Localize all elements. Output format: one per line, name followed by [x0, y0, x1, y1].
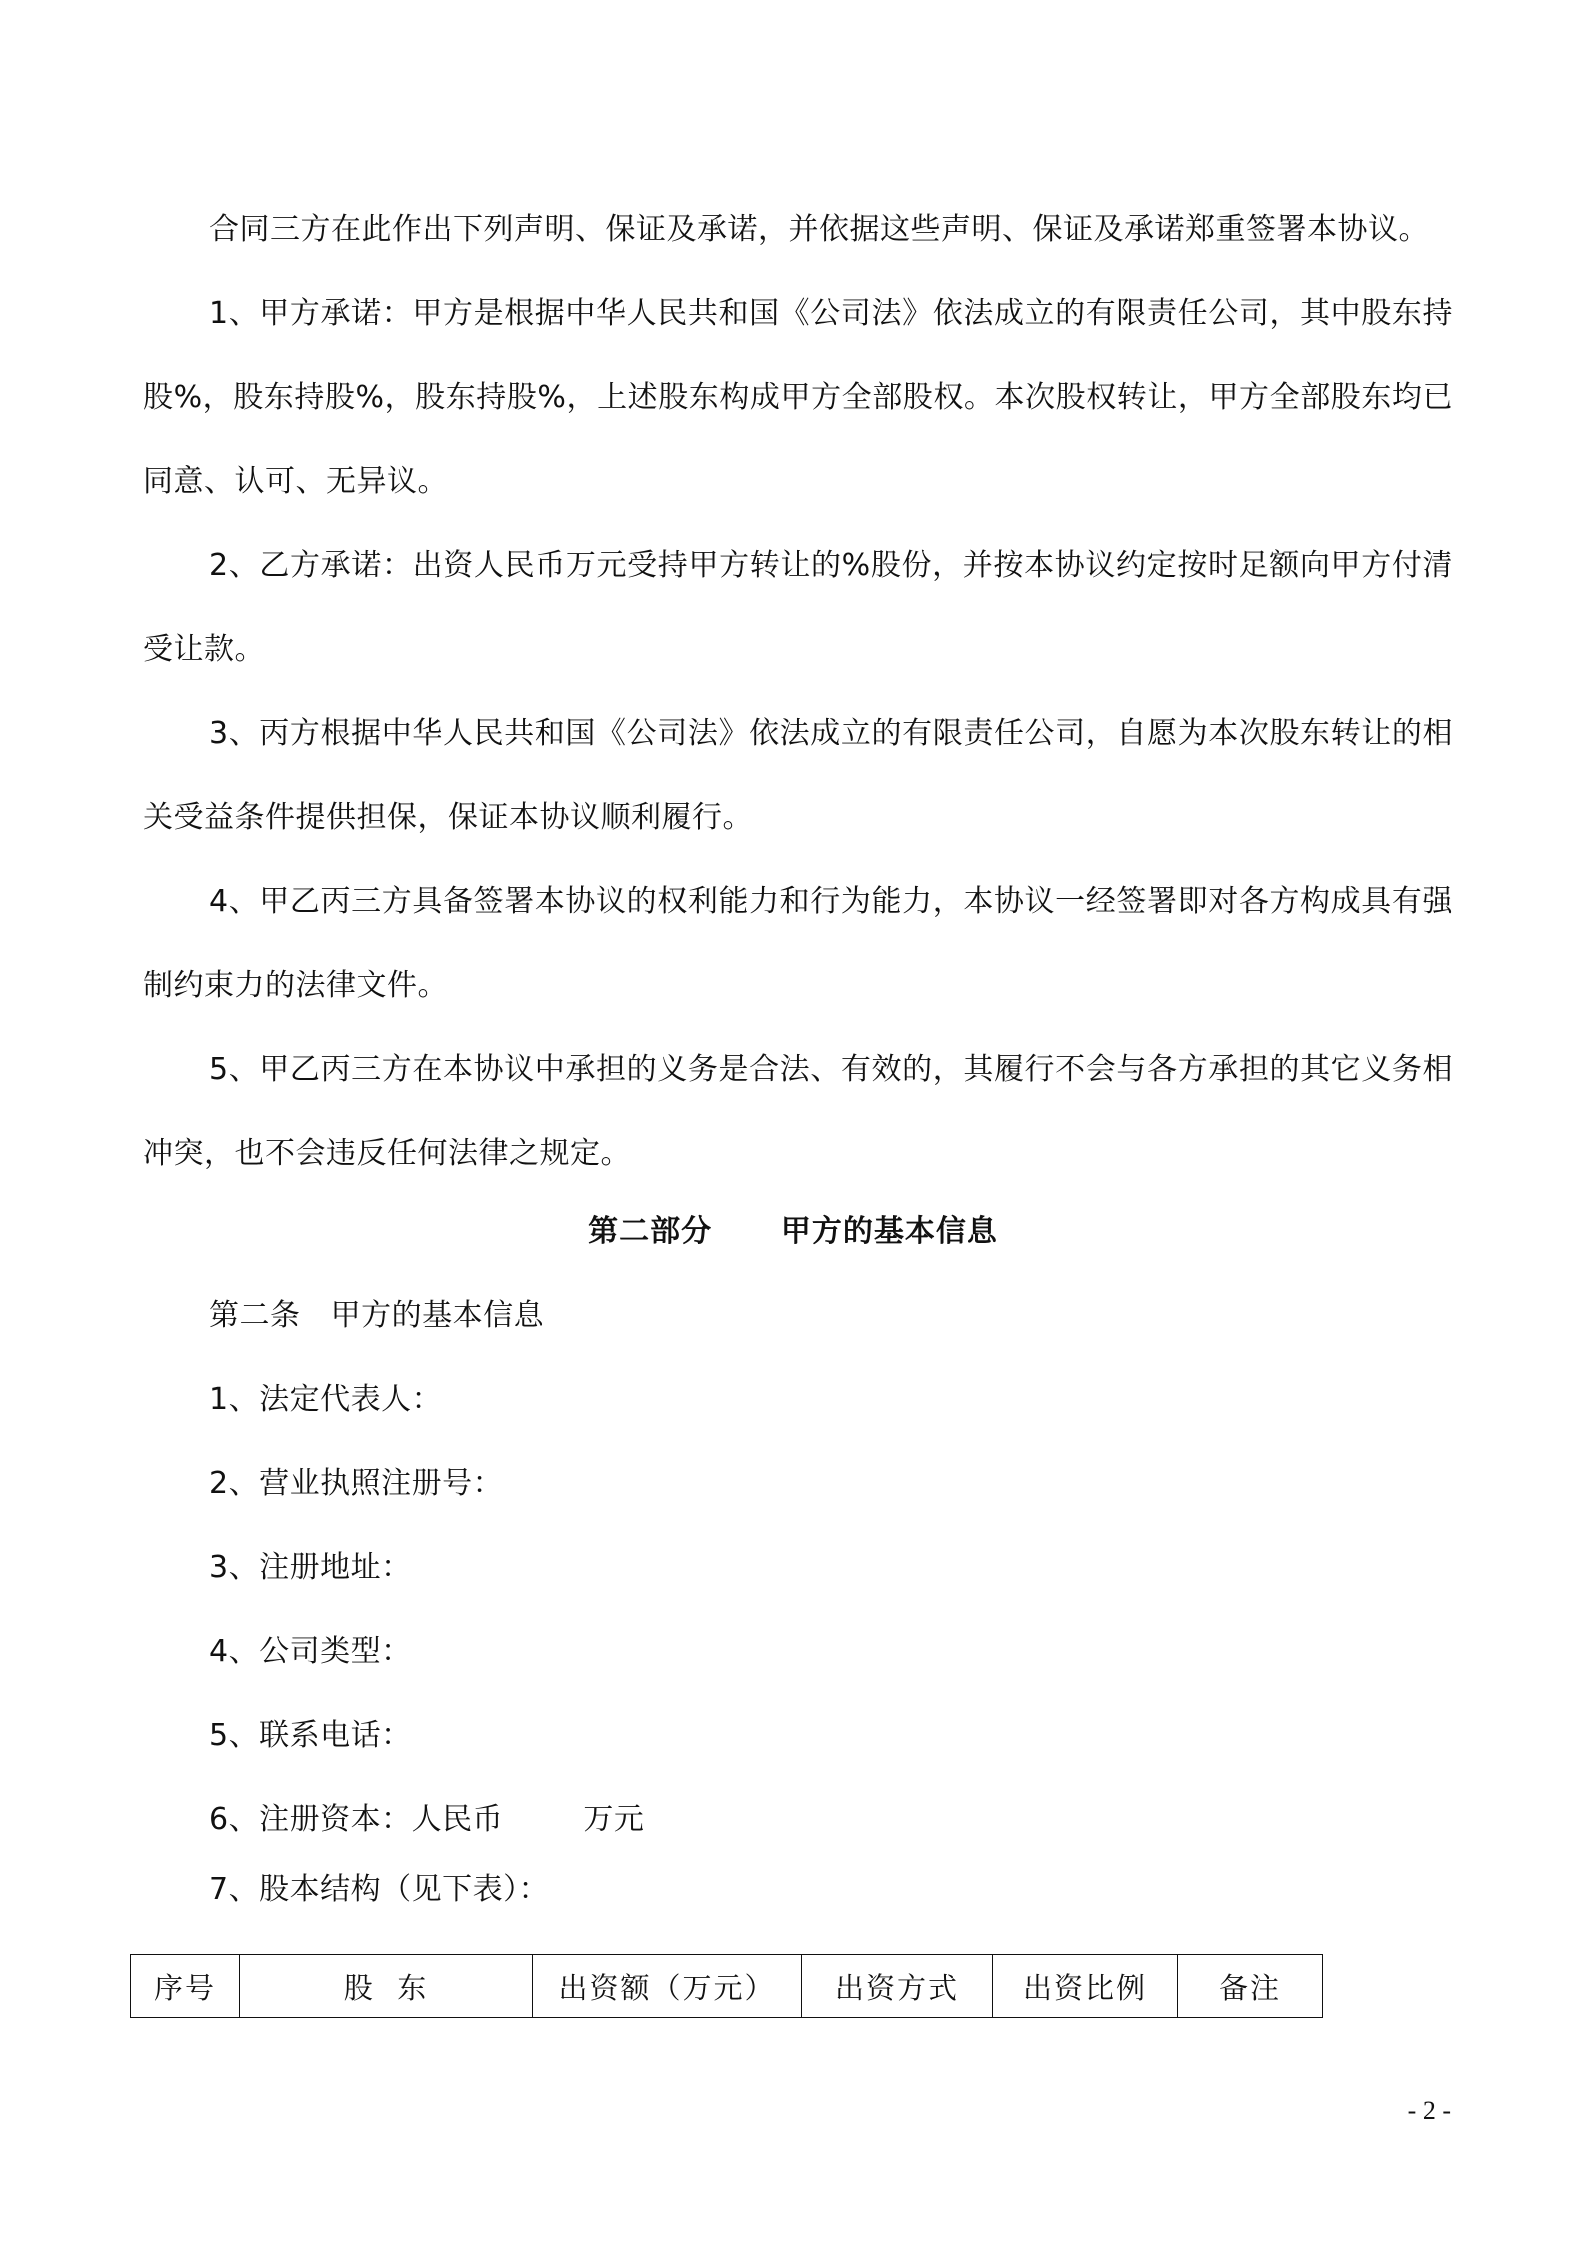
declaration-1: 1、甲方承诺：甲方是根据中华人民共和国《公司法》依法成立的有限责任公司，其中股东持股%，股东持股%，股东持股%，上述股东构成甲方全部股权。本次股权转让，甲方全部股东均已同意、认可、无异议。 — [143, 296, 1453, 499]
declaration-4: 4、甲乙丙三方具备签署本协议的权利能力和行为能力，本协议一经签署即对各方构成具有强制约束力的法律文件。 — [143, 884, 1453, 1003]
info-company-type: 4、公司类型： — [209, 1634, 412, 1669]
table-header-row — [131, 1955, 1323, 2018]
intro-paragraph: 合同三方在此作出下列声明、保证及承诺，并依据这些声明、保证及承诺郑重签署本协议。 — [209, 212, 1429, 247]
header-contribution-method: 出资方式 — [802, 1955, 993, 2018]
info-phone: 5、联系电话： — [209, 1718, 412, 1753]
header-contribution-ratio: 出资比例 — [993, 1955, 1178, 2018]
header-remarks: 备注 — [1178, 1955, 1323, 2018]
shareholder-table — [130, 1954, 1323, 2018]
info-registered-address: 3、注册地址： — [209, 1550, 412, 1585]
info-share-structure: 7、股本结构（见下表）： — [209, 1872, 550, 1907]
declaration-2: 2、乙方承诺：出资人民币万元受持甲方转让的%股份，并按本协议约定按时足额向甲方付清受让款。 — [143, 548, 1453, 667]
page-number: - 2 - — [1407, 2096, 1451, 2125]
header-shareholder: 股 东 — [240, 1955, 533, 2018]
declaration-3: 3、丙方根据中华人民共和国《公司法》依法成立的有限责任公司，自愿为本次股东转让的相关受益条件提供担保，保证本协议顺利履行。 — [143, 716, 1453, 835]
section-title: 第二部分 甲方的基本信息 — [588, 1214, 998, 1249]
header-capital-amount: 出资额（万元） — [533, 1955, 802, 2018]
info-registered-capital: 6、注册资本：人民币 万元 — [209, 1802, 645, 1837]
info-registration-number: 2、营业执照注册号： — [209, 1466, 504, 1501]
declaration-5: 5、甲乙丙三方在本协议中承担的义务是合法、有效的，其履行不会与各方承担的其它义务相冲突，也不会违反任何法律之规定。 — [143, 1052, 1453, 1171]
header-index: 序号 — [131, 1955, 240, 2018]
article-title: 第二条 甲方的基本信息 — [209, 1298, 545, 1333]
info-legal-representative: 1、法定代表人： — [209, 1382, 443, 1417]
